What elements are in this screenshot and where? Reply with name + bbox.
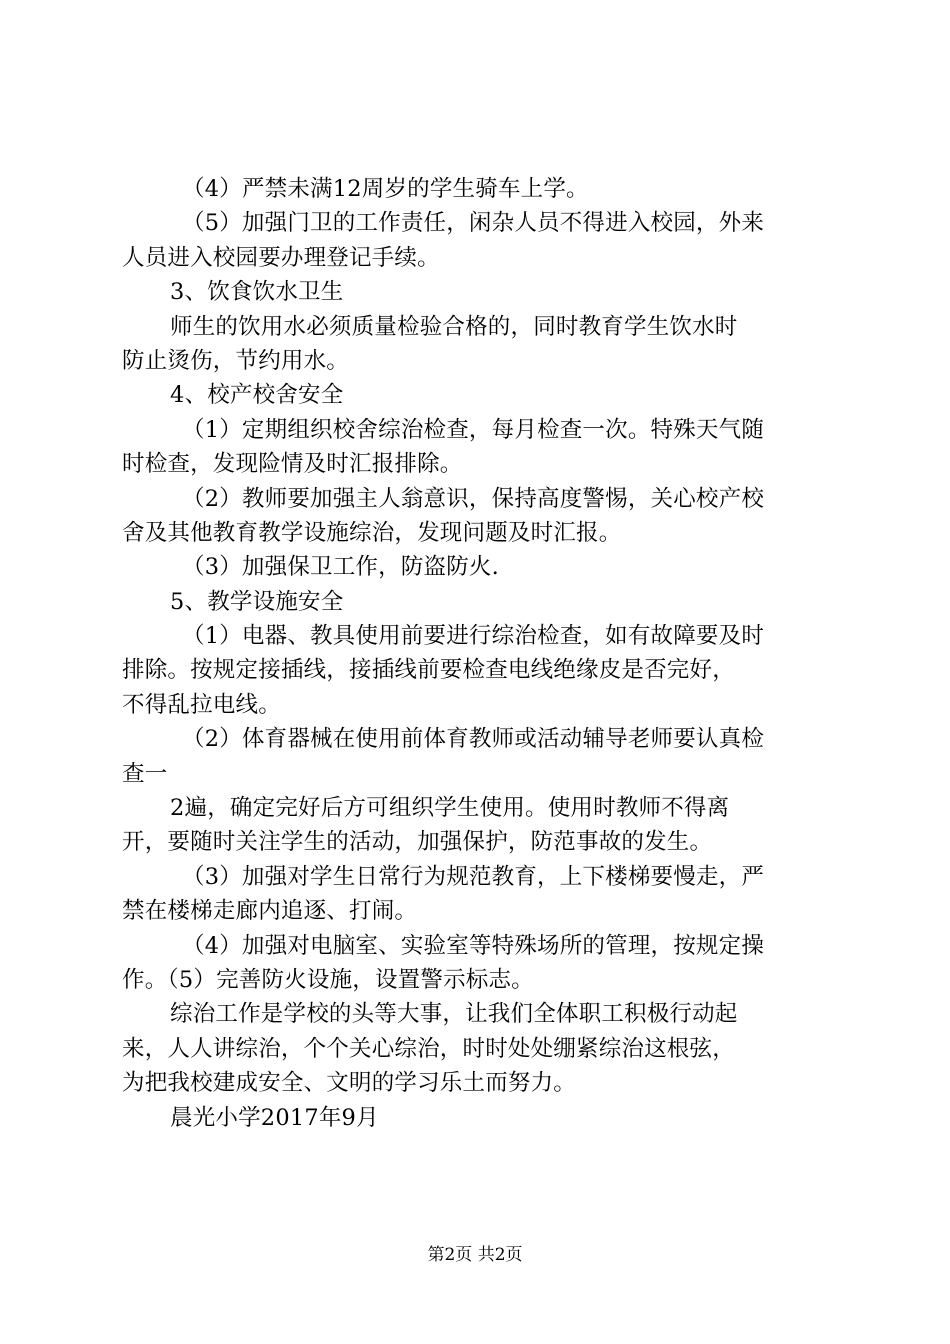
text-line: 师生的饮用水必须质量检验合格的，同时教育学生饮水时 (170, 313, 738, 340)
text-line: （1）定期组织校舍综治检查，每月检查一次。特殊天气随 (182, 416, 765, 443)
text-line: （5）加强门卫的工作责任，闲杂人员不得进入校园，外来 (182, 210, 765, 237)
document-body (122, 172, 834, 1135)
text-line: 人员进入校园要办理登记手续。 (122, 244, 440, 271)
text-line: 综治工作是学校的头等大事，让我们全体职工积极行动起 (170, 1001, 738, 1028)
section-heading: 3、饮食饮水卫生 (170, 279, 344, 306)
text-line: 防止烫伤，节约用水。 (122, 347, 350, 374)
text-line: 查一 (122, 760, 168, 787)
section-heading: 4、校产校舍安全 (170, 382, 344, 409)
text-line: 作。（5）完善防火设施，设置警示标志。 (122, 966, 534, 993)
text-line: 来，人人讲综治，个个关心综治，时时处处绷紧综治这根弦， (122, 1035, 735, 1062)
text-line: （2）体育器械在使用前体育教师或活动辅导老师要认真检 (182, 726, 765, 753)
text-line: 不得乱拉电线。 (122, 691, 281, 718)
page-footer: 第2页 共2页 (427, 1245, 523, 1265)
text-line: 禁在楼梯走廊内追逐、打闹。 (122, 898, 418, 925)
text-line: 排除。按规定接插线，接插线前要检查电线绝缘皮是否完好， (122, 657, 735, 684)
text-line: （2）教师要加强主人翁意识，保持高度警惕，关心校产校 (182, 485, 765, 512)
text-line: 舍及其他教育教学设施综治，发现问题及时汇报。 (122, 519, 622, 546)
text-line: 开，要随时关注学生的活动，加强保护，防范事故的发生。 (122, 829, 713, 856)
section-heading: 5、教学设施安全 (170, 588, 344, 615)
text-line: （4）严禁未满12周岁的学生骑车上学。 (182, 176, 589, 202)
text-line: （3）加强对学生日常行为规范教育，上下楼梯要慢走，严 (182, 863, 765, 890)
text-line: 时检查，发现险情及时汇报排除。 (122, 451, 463, 478)
signature-line: 晨光小学2017年9月 (170, 1104, 379, 1131)
text-line: （3）加强保卫工作，防盗防火. (182, 554, 499, 581)
text-line: 为把我校建成安全、文明的学习乐土而努力。 (122, 1070, 577, 1097)
text-line: （4）加强对电脑室、实验室等特殊场所的管理，按规定操 (182, 932, 765, 959)
text-line: （1）电器、教具使用前要进行综治检查，如有故障要及时 (182, 623, 765, 650)
text-line: 2遍，确定完好后方可组织学生使用。使用时教师不得离 (170, 795, 730, 822)
